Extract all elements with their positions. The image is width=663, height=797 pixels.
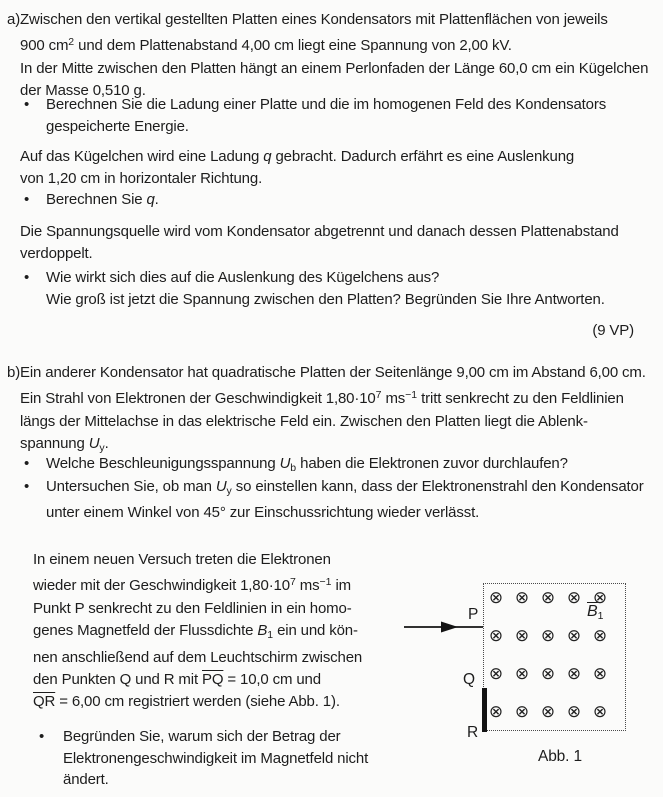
field-into-page-symbol: ⊗ <box>592 626 608 646</box>
text-segment: Welche Beschleunigungsspannung <box>46 455 280 472</box>
text-segment: $\overline{B}$ <box>587 603 598 620</box>
field-into-page-symbol: ⊗ <box>592 702 608 722</box>
field-into-page-symbol: ⊗ <box>566 702 582 722</box>
section-b-paragraph-2 <box>33 549 453 714</box>
text-line: gespeicherte Energie. <box>46 118 189 136</box>
text-line: Die Spannungsquelle wird vom Kondensator abgetrennt und danach dessen Plattenabstand <box>20 223 619 240</box>
field-into-page-symbol: ⊗ <box>540 702 556 722</box>
text-segment: −1 <box>405 389 418 402</box>
text-line <box>33 691 453 713</box>
point-label-p: P <box>468 606 479 623</box>
section-a-bullet-1 <box>20 94 660 139</box>
text-line: Punkt P senkrecht zu den Feldlinien in ein homo- <box>33 599 352 617</box>
text-segment: = 10,0 cm und <box>223 671 321 689</box>
text-line: Wie wirkt sich dies auf die Auslenkung des Kügelchens aus? <box>46 269 440 286</box>
text-segment: $\overline{QR}$ <box>33 693 56 711</box>
text-segment: 900 cm <box>20 37 69 55</box>
text-segment: . <box>154 191 159 208</box>
text-line: von 1,20 cm in horizontaler Richtung. <box>20 170 263 188</box>
field-into-page-symbol: ⊗ <box>488 664 504 684</box>
section-a-paragraph-2 <box>20 146 660 191</box>
text-segment: den Punkten Q und R mit <box>33 671 202 689</box>
text-segment: gebracht. Dadurch erfährt es eine Auslenkung <box>271 148 575 165</box>
text-segment: ein und kön- <box>273 622 358 640</box>
text-segment: y <box>226 485 232 497</box>
text-line <box>20 146 660 168</box>
text-segment: 7 <box>289 576 296 589</box>
field-into-page-symbol: ⊗ <box>566 664 582 684</box>
text-line: In einem neuen Versuch treten die Elektronen <box>33 551 331 568</box>
section-b-bullet-2 <box>20 476 660 525</box>
text-segment: . <box>104 435 109 453</box>
section-b-bullet-3 <box>38 726 448 791</box>
point-label-q: Q <box>463 671 475 688</box>
text-segment: und dem Plattenabstand 4,00 cm liegt eine Spannung von 2,00 kV. <box>74 37 512 55</box>
section-b-paragraph-1 <box>20 362 660 460</box>
text-segment: B <box>257 622 268 640</box>
text-segment: y <box>99 442 105 455</box>
text-segment: −1 <box>319 576 332 589</box>
text-segment: so einstellen kann, dass der Elektronenstrahl den Kondensator <box>231 478 644 495</box>
text-segment: genes Magnetfeld der Flussdichte <box>33 622 258 640</box>
text-line: Wie groß ist jetzt die Spannung zwischen den Platten? Begründen Sie Ihre Antworten. <box>46 291 605 309</box>
field-into-page-symbol: ⊗ <box>514 664 530 684</box>
field-into-page-symbol: ⊗ <box>592 588 608 608</box>
field-into-page-symbol: ⊗ <box>514 702 530 722</box>
section-b-marker: b) <box>7 364 21 381</box>
text-segment: b <box>290 462 297 474</box>
text-line <box>33 571 453 597</box>
text-line <box>20 31 660 57</box>
text-line: Berechnen Sie die Ladung einer Platte und die im homogenen Feld des Kondensators <box>46 96 607 113</box>
text-line <box>20 384 660 410</box>
text-line: der Masse 0,510 g. <box>20 82 146 100</box>
text-segment: U <box>88 435 100 453</box>
text-line: nen anschließend auf dem Leuchtschirm zwischen <box>33 648 363 666</box>
field-into-page-symbol: ⊗ <box>566 626 582 646</box>
field-into-page-symbol: ⊗ <box>566 588 582 608</box>
text-segment: $\overline{PQ}$ <box>202 671 224 689</box>
text-segment: U <box>215 478 227 495</box>
text-segment: Berechnen Sie <box>46 191 147 208</box>
text-line: längs der Mittelachse in das elektrische Feld ein. Zwischen den Platten liegt die Ablenk- <box>20 412 588 430</box>
text-segment: ms <box>381 390 406 408</box>
figure-caption: Abb. 1 <box>538 748 582 765</box>
text-segment: spannung <box>20 435 89 453</box>
field-into-page-symbol: ⊗ <box>592 664 608 684</box>
text-line: Ein anderer Kondensator hat quadratische Platten der Seitenlänge 9,00 cm im Abstand 6,00 cm. <box>20 364 646 381</box>
section-a-bullet-3 <box>20 267 660 312</box>
bullet-marker: • <box>24 478 30 495</box>
text-segment: im <box>331 577 352 595</box>
text-line <box>33 669 453 691</box>
text-line: unter einem Winkel von 45° zur Einschussrichtung wieder verlässt. <box>46 504 480 522</box>
text-segment: Untersuchen Sie, ob man <box>46 478 216 495</box>
text-segment: q <box>263 148 272 165</box>
text-segment: ms <box>295 577 320 595</box>
text-line <box>46 476 660 502</box>
text-line: Elektronengeschwindigkeit im Magnetfeld nicht <box>63 749 369 767</box>
text-segment: 7 <box>375 389 382 402</box>
text-line: In der Mitte zwischen den Platten hängt an einem Perlonfaden der Länge 60,0 cm ein Kügelchen <box>20 59 649 77</box>
luminescent-screen-line <box>482 688 487 732</box>
points-label: (9 VP) <box>592 322 634 339</box>
field-into-page-symbol: ⊗ <box>540 664 556 684</box>
flux-density-vector-label <box>587 603 604 625</box>
section-a-paragraph-1 <box>20 9 660 103</box>
text-segment: 1 <box>267 629 274 642</box>
bullet-marker: • <box>24 455 30 472</box>
text-segment: Auf das Kügelchen wird eine Ladung <box>20 148 264 165</box>
bullet-marker: • <box>24 269 30 286</box>
field-into-page-symbol: ⊗ <box>488 702 504 722</box>
text-segment: haben die Elektronen zuvor durchlaufen? <box>296 455 568 472</box>
point-label-r: R <box>467 724 479 741</box>
section-a-bullet-2 <box>20 189 660 211</box>
text-segment: q <box>146 191 155 208</box>
field-into-page-symbol: ⊗ <box>488 626 504 646</box>
section-a-paragraph-3 <box>20 221 660 266</box>
text-line: ändert. <box>63 771 109 788</box>
section-a-marker: a) <box>7 11 21 28</box>
text-segment: tritt senkrecht zu den Feldlinien <box>417 390 624 408</box>
text-line: Zwischen den vertikal gestellten Platten eines Kondensators mit Plattenflächen von jeweils <box>20 11 608 28</box>
text-segment: 1 <box>597 610 604 622</box>
text-segment: U <box>279 455 291 472</box>
text-line <box>46 189 660 211</box>
bullet-marker: • <box>39 728 45 745</box>
bullet-marker: • <box>24 191 30 208</box>
text-segment: wieder mit der Geschwindigkeit 1,80·10 <box>33 577 290 595</box>
text-segment: 2 <box>68 36 75 49</box>
bullet-marker: • <box>24 96 30 113</box>
field-into-page-symbol: ⊗ <box>514 626 530 646</box>
field-into-page-symbol: ⊗ <box>488 588 504 608</box>
text-line: verdoppelt. <box>20 245 93 263</box>
magnetic-field-region <box>483 583 626 731</box>
text-line: Begründen Sie, warum sich der Betrag der <box>63 728 341 745</box>
field-into-page-symbol: ⊗ <box>540 626 556 646</box>
text-segment: = 6,00 cm registriert werden (siehe Abb. 1). <box>55 693 340 711</box>
text-segment: Ein Strahl von Elektronen der Geschwindigkeit 1,80·10 <box>20 390 376 408</box>
field-into-page-symbol: ⊗ <box>514 588 530 608</box>
text-line <box>33 620 453 646</box>
field-into-page-symbol: ⊗ <box>540 588 556 608</box>
